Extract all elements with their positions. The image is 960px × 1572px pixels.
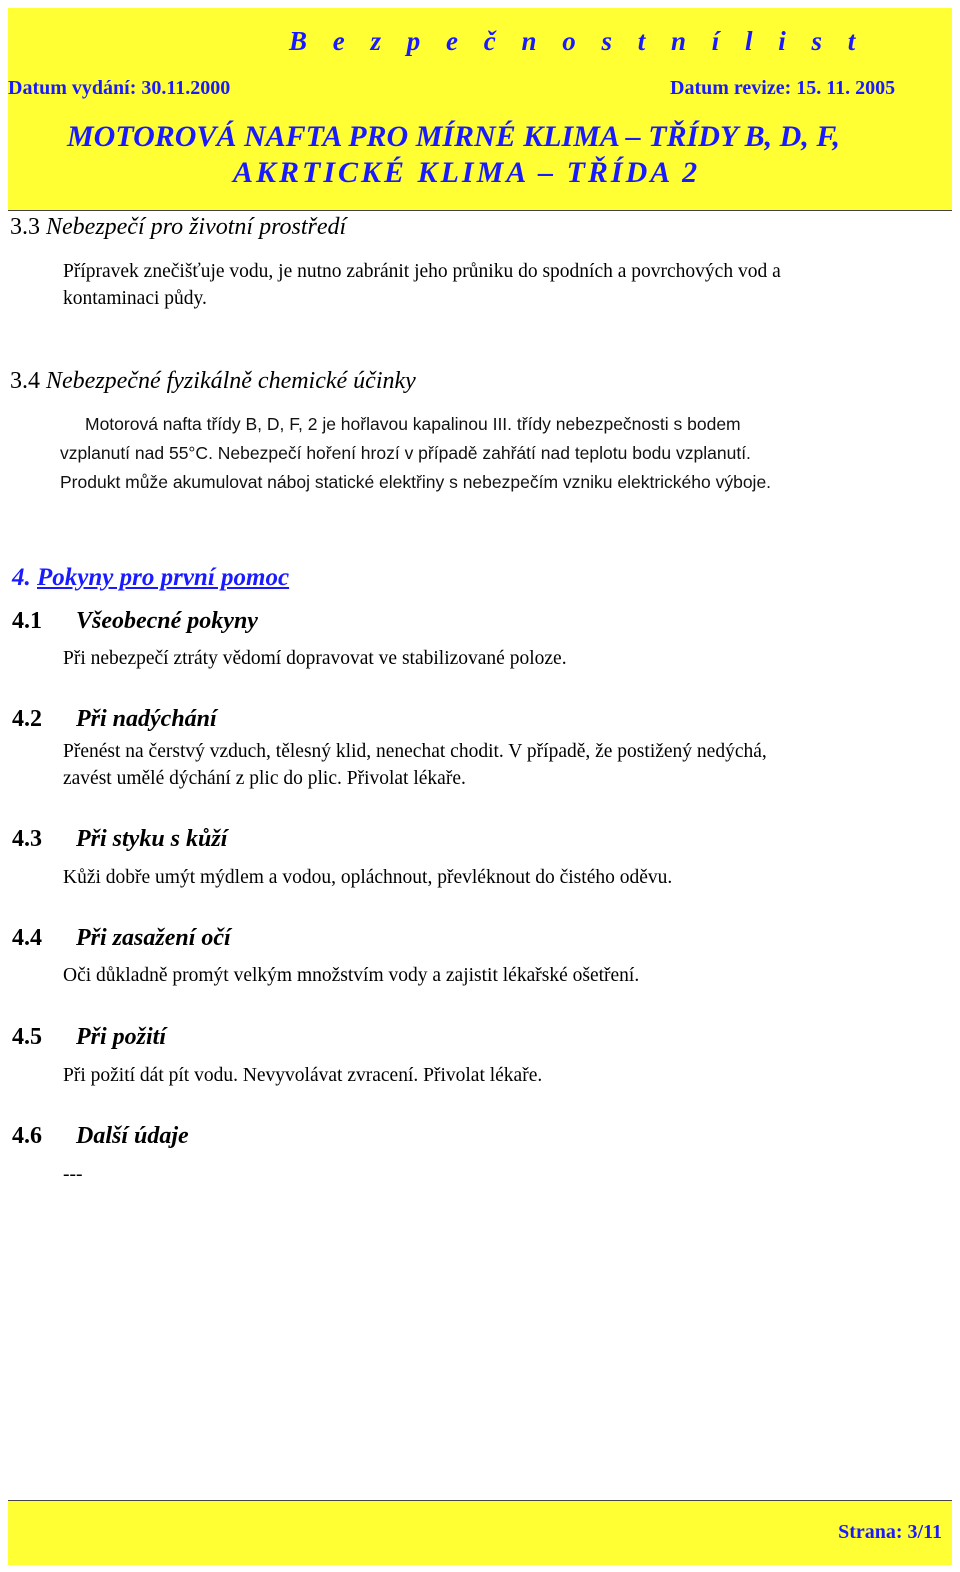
- section-number: 3.3: [10, 214, 40, 240]
- subsection-number: 4.2: [12, 706, 42, 732]
- subsection-4-1-text: [63, 645, 567, 672]
- page-number: Strana: 3/11: [838, 1521, 942, 1543]
- section-3-3-text: [63, 258, 781, 312]
- text-line: zavést umělé dýchání z plic do plic. Přivolat lékaře.: [63, 768, 466, 789]
- text-line: kontaminaci půdy.: [63, 288, 207, 309]
- subsection-4-6-text: [63, 1161, 82, 1188]
- document-footer: [8, 1500, 952, 1565]
- subsection-title: Při požití: [76, 1024, 167, 1050]
- revision-date: Datum revize: 15. 11. 2005: [670, 77, 896, 99]
- section-number: 3.4: [10, 368, 40, 394]
- section-title: Nebezpečí pro životní prostředí: [46, 214, 347, 240]
- text-line: Přenést na čerstvý vzduch, tělesný klid, nenechat chodit. V případě, že postižený nedýchá,: [63, 741, 767, 762]
- subsection-4-4-text: [63, 962, 639, 989]
- subsection-4-2-text: [63, 738, 767, 792]
- subsection-title: Všeobecné pokyny: [76, 608, 258, 634]
- section-3-4-heading: [10, 368, 416, 395]
- subsection-number: 4.3: [12, 826, 42, 852]
- text-line: Přípravek znečišťuje vodu, je nutno zabránit jeho průniku do spodních a povrchových vod a: [63, 261, 781, 282]
- subsection-number: 4.5: [12, 1024, 42, 1050]
- subsection-4-2-heading: [12, 706, 217, 733]
- subsection-number: 4.6: [12, 1123, 42, 1149]
- subsection-title: Při zasažení očí: [76, 925, 231, 951]
- section-3-4-line-3: Produkt může akumulovat náboj statické elektřiny s nebezpečím vzniku elektrického výboje.: [60, 472, 772, 492]
- subsection-number: 4.4: [12, 925, 42, 951]
- text-line: Při nebezpečí ztráty vědomí dopravovat ve stabilizované poloze.: [63, 648, 567, 669]
- subsection-4-1-heading: [12, 608, 258, 635]
- product-name-line-1: MOTOROVÁ NAFTA PRO MÍRNÉ KLIMA – TŘÍDY B, D, F,: [67, 120, 840, 153]
- issue-date: Datum vydání: 30.11.2000: [8, 77, 231, 99]
- section-3-4-line-1: Motorová nafta třídy B, D, F, 2 je hořlavou kapalinou III. třídy nebezpečnosti s bodem: [85, 414, 741, 434]
- document-title: B e z p e č n o s t n í l i s t: [289, 26, 865, 56]
- subsection-title: Další údaje: [76, 1123, 189, 1149]
- header-divider: [8, 210, 952, 211]
- section-4-title-link[interactable]: Pokyny pro první pomoc: [37, 564, 290, 591]
- subsection-title: Při nadýchání: [76, 706, 217, 732]
- subsection-4-5-text: [63, 1062, 542, 1089]
- subsection-number: 4.1: [12, 608, 42, 634]
- subsection-4-5-heading: [12, 1024, 166, 1051]
- text-line: ---: [63, 1164, 83, 1185]
- subsection-4-6-heading: [12, 1123, 189, 1150]
- section-3-4-line-2: vzplanutí nad 55°C. Nebezpečí hoření hrozí v případě zahřátí nad teplotu bodu vzplanutí.: [60, 443, 751, 463]
- subsection-4-4-heading: [12, 925, 231, 952]
- subsection-4-3-heading: [12, 826, 227, 853]
- section-title: Nebezpečné fyzikálně chemické účinky: [46, 368, 416, 394]
- section-4-heading: [12, 564, 289, 592]
- text-line: Oči důkladně promýt velkým množstvím vody a zajistit lékařské ošetření.: [63, 965, 640, 986]
- text-line: Při požití dát pít vodu. Nevyvolávat zvracení. Přivolat lékaře.: [63, 1065, 543, 1086]
- product-name-line-2: AKRTICKÉ KLIMA – TŘÍDA 2: [233, 156, 701, 189]
- section-number: 4.: [12, 564, 31, 591]
- subsection-4-3-text: [63, 864, 672, 891]
- subsection-title: Při styku s kůží: [76, 826, 228, 852]
- text-line: Kůži dobře umýt mýdlem a vodou, opláchnout, převléknout do čistého oděvu.: [63, 867, 673, 888]
- section-3-3-heading: [10, 214, 346, 241]
